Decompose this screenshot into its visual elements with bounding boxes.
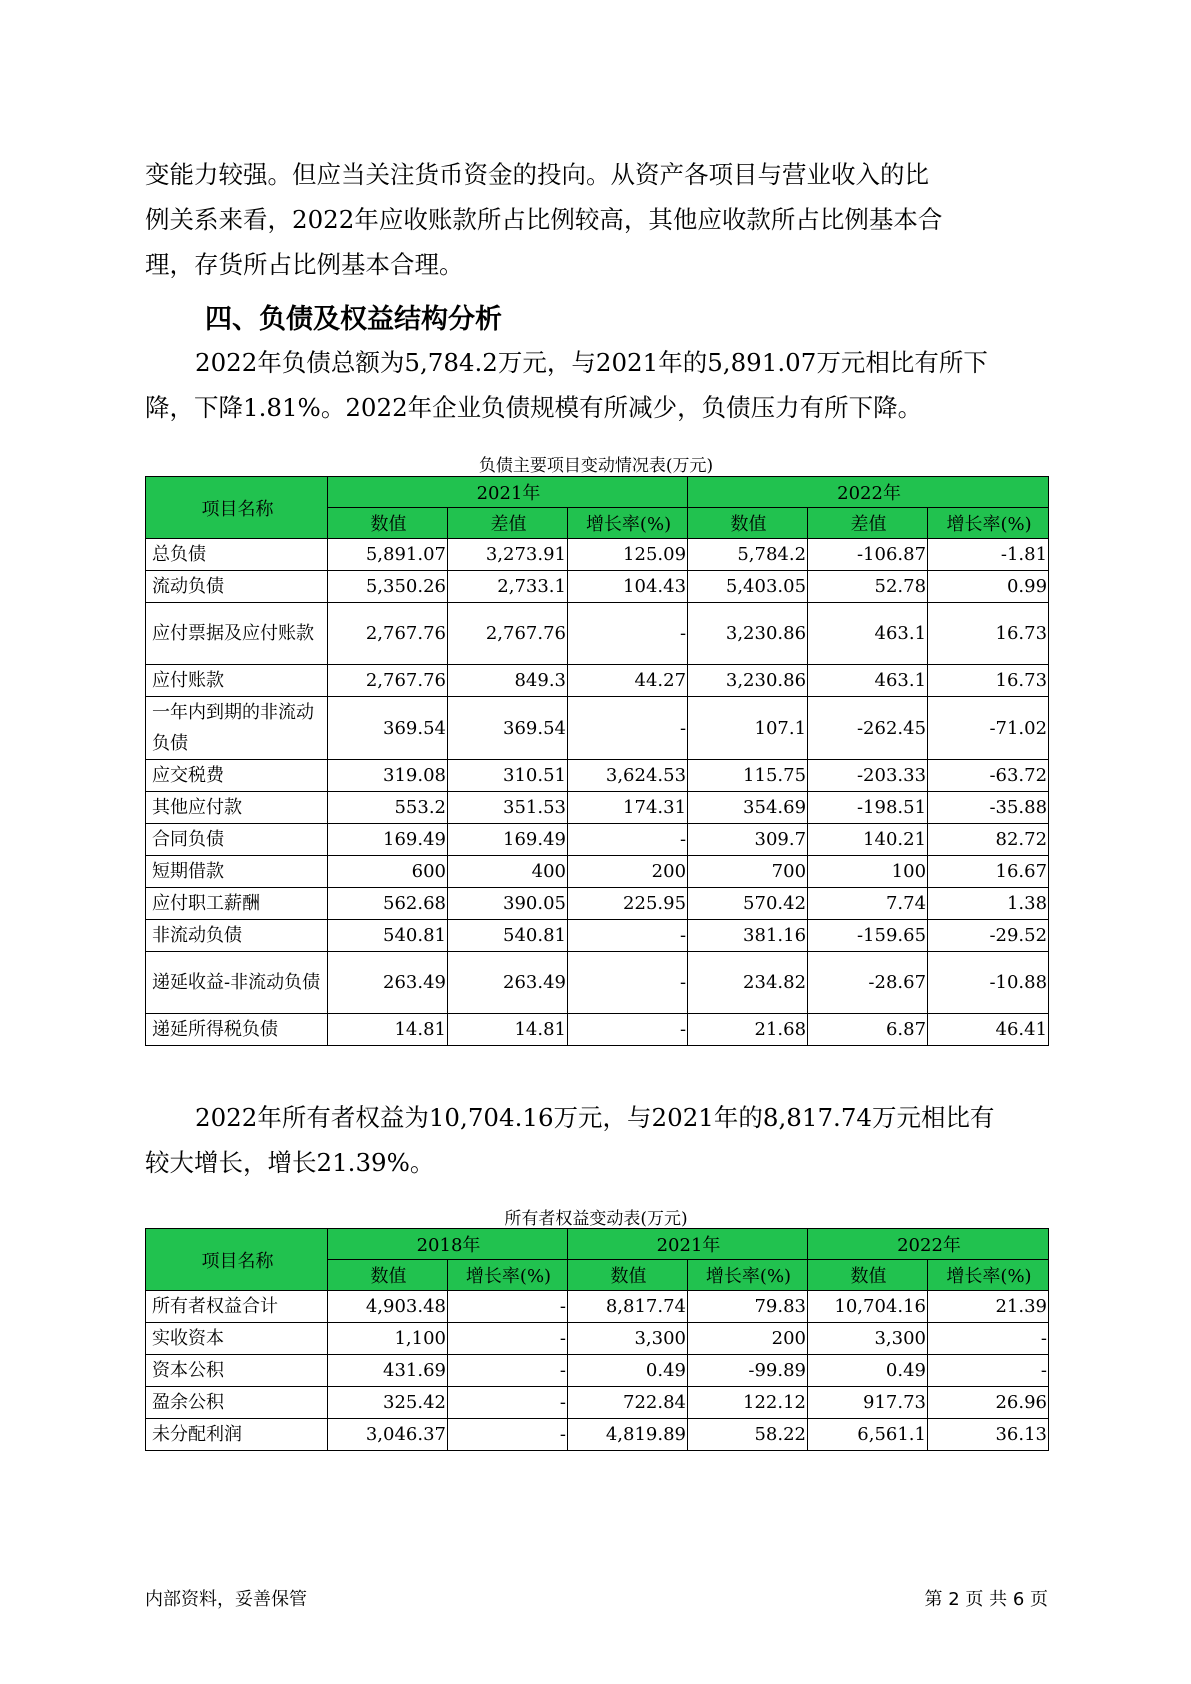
table-cell: 3,046.37: [328, 1419, 448, 1451]
table-cell: 540.81: [328, 920, 448, 952]
intro-paragraph: [145, 152, 1047, 287]
footer-confidential-note: 内部资料，妥善保管: [145, 1589, 307, 1610]
table-cell: 369.54: [448, 697, 568, 760]
col-header-item-name: 项目名称: [146, 477, 328, 539]
row-label: 资本公积: [146, 1355, 328, 1387]
table-row: [146, 888, 1049, 920]
table-row: [146, 571, 1049, 603]
table-row: [146, 539, 1049, 571]
row-label: 递延所得税负债: [146, 1014, 328, 1046]
row-label: 总负债: [146, 539, 328, 571]
table-cell: 225.95: [568, 888, 688, 920]
table-cell: -63.72: [928, 760, 1049, 792]
table-cell: 200: [688, 1323, 808, 1355]
table-cell: 36.13: [928, 1419, 1049, 1451]
subheader: 增长率(%): [568, 508, 688, 539]
subheader: 差值: [808, 508, 928, 539]
table-row: [146, 856, 1049, 888]
equity-table-caption: 所有者权益变动表(万元): [504, 1209, 688, 1229]
footer-page-number: 第 2 页 共 6 页: [924, 1589, 1048, 1610]
table-cell: -262.45: [808, 697, 928, 760]
table-cell: 16.73: [928, 603, 1049, 665]
table-cell: -29.52: [928, 920, 1049, 952]
table-cell: 6,561.1: [808, 1419, 928, 1451]
table-row: [146, 952, 1049, 1014]
table-cell: 463.1: [808, 603, 928, 665]
table-cell: 381.16: [688, 920, 808, 952]
year-header-2018: 2018年: [328, 1229, 568, 1260]
table-cell: 431.69: [328, 1355, 448, 1387]
table-cell: 722.84: [568, 1387, 688, 1419]
table-cell: 58.22: [688, 1419, 808, 1451]
table-cell: 52.78: [808, 571, 928, 603]
equity-table-body: [146, 1291, 1049, 1451]
table-cell: 351.53: [448, 792, 568, 824]
table-cell: 319.08: [328, 760, 448, 792]
col-header-item-name: 项目名称: [146, 1229, 328, 1291]
table-cell: 2,767.76: [448, 603, 568, 665]
table-cell: 0.99: [928, 571, 1049, 603]
year-header-2022: 2022年: [688, 477, 1049, 508]
subheader: 数值: [808, 1260, 928, 1291]
table-cell: 169.49: [328, 824, 448, 856]
table-cell: 14.81: [328, 1014, 448, 1046]
table-cell: 0.49: [808, 1355, 928, 1387]
row-label: 所有者权益合计: [146, 1291, 328, 1323]
table-cell: 2,767.76: [328, 603, 448, 665]
table-cell: 125.09: [568, 539, 688, 571]
table-row: [146, 920, 1049, 952]
section-heading: 四、负债及权益结构分析: [205, 304, 502, 335]
table-cell: 1,100: [328, 1323, 448, 1355]
subheader: 数值: [328, 508, 448, 539]
subheader: 增长率(%): [928, 1260, 1049, 1291]
table-cell: 917.73: [808, 1387, 928, 1419]
row-label: 流动负债: [146, 571, 328, 603]
liability-table-caption: 负债主要项目变动情况表(万元): [478, 456, 714, 476]
table-cell: 44.27: [568, 665, 688, 697]
table-cell: -: [568, 603, 688, 665]
table-cell: 5,403.05: [688, 571, 808, 603]
table-row: [146, 1419, 1049, 1451]
table-cell: 5,891.07: [328, 539, 448, 571]
table-cell: 14.81: [448, 1014, 568, 1046]
table-cell: 354.69: [688, 792, 808, 824]
row-label: 实收资本: [146, 1323, 328, 1355]
table-cell: 7.74: [808, 888, 928, 920]
row-label: 未分配利润: [146, 1419, 328, 1451]
table-cell: 263.49: [448, 952, 568, 1014]
table-cell: 5,784.2: [688, 539, 808, 571]
table-cell: 3,230.86: [688, 603, 808, 665]
equity-paragraph: [145, 1095, 1047, 1185]
table-cell: -10.88: [928, 952, 1049, 1014]
table-cell: -28.67: [808, 952, 928, 1014]
table-row: [146, 1355, 1049, 1387]
table-cell: -: [568, 1014, 688, 1046]
table-cell: 309.7: [688, 824, 808, 856]
table-cell: 400: [448, 856, 568, 888]
table-row: [146, 603, 1049, 665]
table-cell: -: [448, 1323, 568, 1355]
table-cell: 169.49: [448, 824, 568, 856]
row-label: 盈余公积: [146, 1387, 328, 1419]
table-cell: 263.49: [328, 952, 448, 1014]
table-cell: 26.96: [928, 1387, 1049, 1419]
table-cell: 10,704.16: [808, 1291, 928, 1323]
table-cell: -: [448, 1419, 568, 1451]
table-cell: 21.68: [688, 1014, 808, 1046]
table-cell: 570.42: [688, 888, 808, 920]
table-cell: 325.42: [328, 1387, 448, 1419]
table-cell: -: [568, 697, 688, 760]
table-cell: 2,733.1: [448, 571, 568, 603]
subheader: 数值: [328, 1260, 448, 1291]
table-cell: 16.73: [928, 665, 1049, 697]
year-header-2021: 2021年: [328, 477, 688, 508]
year-header-2022: 2022年: [808, 1229, 1049, 1260]
table-row: [146, 824, 1049, 856]
table-row: [146, 665, 1049, 697]
row-label: 应付账款: [146, 665, 328, 697]
liability-line: 降，下降1.81%。2022年企业负债规模有所减少，负债压力有所下降。: [145, 393, 923, 422]
table-cell: 8,817.74: [568, 1291, 688, 1323]
table-cell: 6.87: [808, 1014, 928, 1046]
table-cell: -71.02: [928, 697, 1049, 760]
table-cell: 600: [328, 856, 448, 888]
row-label: 应付票据及应付账款: [146, 603, 328, 665]
table-cell: 700: [688, 856, 808, 888]
table-cell: -203.33: [808, 760, 928, 792]
table-cell: 310.51: [448, 760, 568, 792]
row-label: 非流动负债: [146, 920, 328, 952]
intro-line: 例关系来看，2022年应收账款所占比例较高，其他应收款所占比例基本合: [145, 205, 943, 234]
table-cell: 3,230.86: [688, 665, 808, 697]
table-cell: -159.65: [808, 920, 928, 952]
row-label: 一年内到期的非流动负债: [146, 697, 328, 760]
table-cell: 200: [568, 856, 688, 888]
subheader: 数值: [688, 508, 808, 539]
table-cell: 46.41: [928, 1014, 1049, 1046]
table-cell: -: [448, 1387, 568, 1419]
subheader: 增长率(%): [688, 1260, 808, 1291]
table-row: [146, 1387, 1049, 1419]
liability-table-body: [146, 539, 1049, 1046]
table-cell: -: [568, 952, 688, 1014]
table-row: [146, 1323, 1049, 1355]
table-cell: 234.82: [688, 952, 808, 1014]
equity-line: 较大增长，增长21.39%。: [145, 1148, 435, 1177]
table-cell: 849.3: [448, 665, 568, 697]
table-cell: 3,300: [568, 1323, 688, 1355]
table-cell: 553.2: [328, 792, 448, 824]
table-cell: 562.68: [328, 888, 448, 920]
table-cell: -: [568, 920, 688, 952]
table-cell: 100: [808, 856, 928, 888]
table-cell: 4,903.48: [328, 1291, 448, 1323]
table-cell: 2,767.76: [328, 665, 448, 697]
table-cell: 3,300: [808, 1323, 928, 1355]
table-row: [146, 760, 1049, 792]
table-cell: -35.88: [928, 792, 1049, 824]
year-header-2021: 2021年: [568, 1229, 808, 1260]
liability-paragraph: [145, 340, 1047, 430]
table-row: [146, 1291, 1049, 1323]
table-cell: 463.1: [808, 665, 928, 697]
table-cell: -: [448, 1355, 568, 1387]
table-cell: 140.21: [808, 824, 928, 856]
table-cell: 79.83: [688, 1291, 808, 1323]
intro-line: 变能力较强。但应当关注货币资金的投向。从资产各项目与营业收入的比: [145, 160, 929, 189]
table-row: [146, 1014, 1049, 1046]
subheader: 增长率(%): [928, 508, 1049, 539]
table-cell: 104.43: [568, 571, 688, 603]
liability-line: 2022年负债总额为5,784.2万元，与2021年的5,891.07万元相比有所下: [195, 348, 988, 377]
subheader: 差值: [448, 508, 568, 539]
row-label: 应付职工薪酬: [146, 888, 328, 920]
table-cell: -106.87: [808, 539, 928, 571]
table-cell: 115.75: [688, 760, 808, 792]
table-cell: -198.51: [808, 792, 928, 824]
table-cell: -: [568, 824, 688, 856]
table-cell: 107.1: [688, 697, 808, 760]
table-cell: 21.39: [928, 1291, 1049, 1323]
table-cell: 16.67: [928, 856, 1049, 888]
table-cell: 1.38: [928, 888, 1049, 920]
table-cell: 369.54: [328, 697, 448, 760]
equity-table: [145, 1228, 1049, 1451]
equity-line: 2022年所有者权益为10,704.16万元，与2021年的8,817.74万元相比有: [195, 1103, 995, 1132]
table-cell: 5,350.26: [328, 571, 448, 603]
row-label: 递延收益-非流动负债: [146, 952, 328, 1014]
table-cell: 0.49: [568, 1355, 688, 1387]
table-cell: 3,273.91: [448, 539, 568, 571]
table-cell: -99.89: [688, 1355, 808, 1387]
table-cell: 3,624.53: [568, 760, 688, 792]
row-label: 其他应付款: [146, 792, 328, 824]
subheader: 数值: [568, 1260, 688, 1291]
table-cell: -: [928, 1323, 1049, 1355]
table-row: [146, 697, 1049, 760]
table-cell: 174.31: [568, 792, 688, 824]
row-label: 合同负债: [146, 824, 328, 856]
table-cell: 540.81: [448, 920, 568, 952]
table-cell: 82.72: [928, 824, 1049, 856]
liability-table: [145, 476, 1049, 1046]
table-cell: 390.05: [448, 888, 568, 920]
table-cell: -1.81: [928, 539, 1049, 571]
table-cell: -: [928, 1355, 1049, 1387]
table-cell: 4,819.89: [568, 1419, 688, 1451]
row-label: 应交税费: [146, 760, 328, 792]
intro-line: 理，存货所占比例基本合理。: [145, 250, 464, 279]
table-cell: 122.12: [688, 1387, 808, 1419]
table-row: [146, 792, 1049, 824]
row-label: 短期借款: [146, 856, 328, 888]
subheader: 增长率(%): [448, 1260, 568, 1291]
table-cell: -: [448, 1291, 568, 1323]
